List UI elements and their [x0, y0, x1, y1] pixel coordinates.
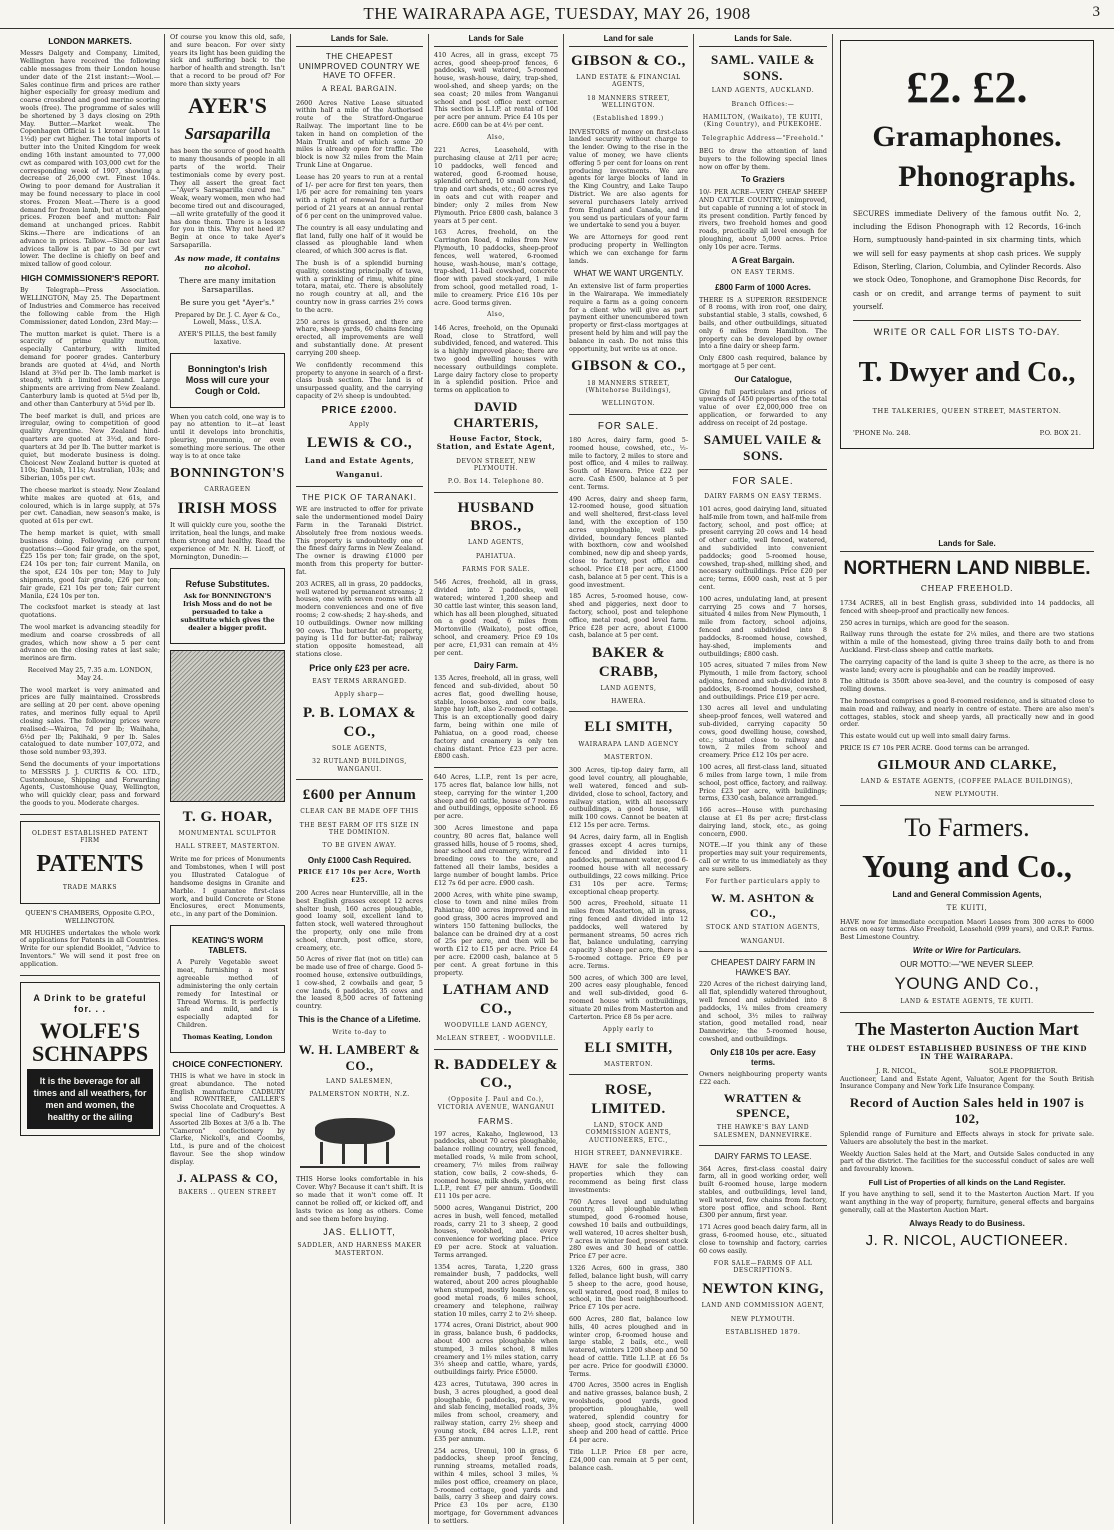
- latham-heading: LATHAM AND CO.,: [442, 982, 550, 1017]
- article-text: The cheese market is steady. New Zealand white makes are quoted at 61s, and coloured, which is in large supply, at 57s per cwt. Canadian, new season's make, is quoted at 61s per cwt.: [20, 485, 160, 526]
- article-heading: HIGH COMMISSIONER'S REPORT.: [20, 273, 160, 284]
- column-lands-for-sale-2: Lands for Sale 410 Acres, all in grass, except 75 acres, good sheep-proof fences, 6 paddocks, well watered, 5-roomed house, wash-house, dairy, trap-shed, wool-shed, and sheep yards; on the sea coast; 20 miles from Wanganui school and post office next corner. This section is L.I.P. at rental of 10d per acre per annum. Price £4 10s per acre. £600 can be at 4½ per cent. Also, 221 Acres, Leasehold, with purchasing clause at 2/11 per acre; 10 paddocks, well fenced and watered, good 6-roomed house, splendid orchard, 10 small cowshed, trap and cart sheds, etc.; 60 acres rye in oats and cut with reaper and binder; only 2 miles from New Plymouth. Price £800 cash, balance 3 years at 5 per cent. 163 Acres, freehold, on the Carrington Road, 4 miles from New Plymouth, 10 paddocks, sheep-proof fences, well watered, 6-roomed house, wash-house, man's cottage, trap-shed, 11-bail cowshed, concrete floor with paved stock-yard, 1 mile from school, good metalled road, 1-mile to creamery. Price £16 10s per acre. Good terms given. Also, 146 Acres, freehold, on the Opunaki Road, close to Stratford, well subdivided, fenced, and watered. This is a highly improved place; there are two good dwelling houses with necessary outbuildings complete. Large dairy factory close to property in a splendid position. Price and terms on application to DAVID CHARTERIS, House Factor, Stock, Station, and Estate Agent, DEVON STREET, NEW PLYMOUTH. P.O. Box 14. Telephone 80. HUSBAND BROS., LAND AGENTS, PAHIATUA. FARMS FOR SALE. 546 Acres, freehold, all in grass, divided into 2 paddocks, well watered; wintered 1,200 sheep and 30 cattle last winter, this season land, which has all been ploughed, situated on a good road, 6 miles from Mortonville (Waikato), post office, school, and creamery. Price £9 10s per acre, £1,931 can remain at 4½ per cent. Dairy Farm. 135 Acres, freehold, all in grass, well fenced and sub-divided, about 50 acres flat, good dwelling house, stable, loose-boxes, and cow bails, large hay loft, also 2-roomed cottage. This is an exceptionally good dairy farm, being within one mile of Pahiatua, on a good road, cheese factory and creamery is only ten chains distant. Price £23 per acre. £800 cash. 640 Acres, L.I.P., rent 1s per acre, 175 acres flat, balance low hills, not steep, carrying for the winter 1,200 sheep and 60 cattle, house of 7 rooms and outbuildings, opposite school. £6 per acre. 300 Acres limestone and papa country, 80 acres flat, balance well grassed hills, house of 5 rooms, shed, near school and creamery, wintered 2 breeding cows to the acre, and fattened all their lambs, besides a large number of bought lambs. Price £12 7s 6d per acre. £900 cash. 2000 Acres, with white pine swamp, close to town and nine miles from Pahiatua; 400 acres improved and in good grass, 300 acres improved and winters 150 fattening bullocks, the balance can be drained dry at a cost of 25s per acre, and then will be worth £12 to £15 per acre. Price £4 per acre. £2000 cash, balance at 5 per cent. A great fortune in this property. LATHAM AND CO., WOODVILLE LAND AGENCY, McLEAN STREET, - WOODVILLE. R. BADDELEY & CO., (Opposite J. Paul and Co.), VICTORIA AVENUE, WANGANUI FARMS. 197 acres, Kakaho, Inglewood, 13 paddocks, about 70 acres ploughable, balance rolling country, well fenced, metalled roads, ¼ mile from school, creamery, 7½ miles from railway station, cow bails, 2 cow-sheds, 6-roomed house, milk sheds, yards, etc. L.I.P., rent £7 per annum. Goodwill £11 10s per acre. 5000 acres, Wanganui District, 200 acres in bush, well fenced, metalled roads, carry 21 to 3 sheep, 2 good houses, woolshed, and every convenience for working place. Price £9 per acre. Stock at valuation. Terms arranged. 1354 acres, Tarata, 1,220 grass remainder bush, 7 paddocks, well watered, about 200 acres ploughable when stumped, mostly loams, fences, good metal roads, 6 miles school, creamery and telephone, railway station 10 miles, carry 2 to 2½ sheep. 1774 acres, Orani District, about 900 in grass, balance bush, 6 paddocks, about 400 acres ploughable when stumped, 3 miles school, 8 miles creamery and 1½ miles station, carry 3½ sheep and cattle, whare, yards, outbuildings fairly. Price £5000. 423 acres, Tututawa, 390 acres in bush, 3 acres ploughed, a good deal ploughable, 6 paddocks, post, wire, and slab fencing, metalled roads, 3¼ miles from school, creamery, and railway station, carry 2½ sheep and young stock, £84 acres L.I.P., rent £35 per annum. 254 acres, Urenui, 100 in grass, 6 paddocks, sheep proof fencing, running streams, metalled roads, within 4 miles, school 3 miles, ¼ miles post office, creamery on place, 5-roomed cottage, good yards and bails, carry 3 sheep and dairy cows. Price £3 10s per acre, £130 mortgage, for Government advances to settlers.: [434, 34, 558, 1524]
- article-text: The wool market is advancing steadily for medium and coarse crossbreds of all grades, which now show a 5 per cent advance on the closing rates at last sale; merinos are firm.: [20, 622, 160, 663]
- rose-heading: ROSE, LIMITED.: [591, 1082, 666, 1117]
- advert-text: Write me for prices of Monuments and Tombstones, when I will post you Illustrated Catalogue of handsome designs in Granite and Marble. I guarantee first-class work, and build Concrete or Stone Enclosures, erect Monuments, etc., in any part of the Dominion.: [170, 855, 285, 919]
- wolfes-heading: WOLFE'S SCHNAPPS: [31, 1017, 149, 1066]
- patents-heading: PATENTS: [36, 851, 144, 878]
- keating-advert: KEATING'S WORM TABLETS. A Purely Vegetable sweet meat, furnishing a most agreeable method of administering the only certain remedy for Intestinal or Thread Worms. It is perfectly safe and mild, and is especially adapted for Children. Thomas Keating, London: [170, 925, 285, 1053]
- article-text: The hemp market is quiet, with small business doing. Following are current quotations:—Good fair grade, on the spot, £25 15s per ton; fair grade, on the spot, £24 10s per ton; fair current Manila, on the spot, £24 10s per ton; May to July shipments, good fair grade, £26 per ton; fair grade, £21 10s per ton; fair current Manila, £24 10s per ton.: [20, 529, 160, 600]
- column-rule: [164, 34, 165, 1524]
- column-patent-medicines: Of course you know this old, safe, and sure beacon. For over sixty years its light has been guiding the sick and suffering back to the harbor of health and strength. Isn't that a record to be proud of? For more than sixty years AYER'S Sarsaparilla has been the source of good health to many thousands of people in all parts of the world. Their testimonials come by every post. They all assert the great fact—"Ayer's Sarsaparilla cured me." Weak, weary women, men who had become tired out and discouraged,—all write gratefully of the good it has done them. There is a lesson for you in this. Why not heed it? Begin at once to take Ayer's Sarsaparilla. As now made, it contains no alcohol. There are many imitation Sarsaparillas. Be sure you get "Ayer's." Prepared by Dr. J. C. Ayer & Co., Lowell, Mass., U.S.A. AYER'S PILLS, the best family laxative. Bonnington's Irish Moss will cure your Cough or Cold. When you catch cold, one way is to pay no attention to it—at least until it develops into bronchitis, pleurisy, pneumonia, or even something more serious. The other way is to at once take BONNINGTON'S CARRAGEEN IRISH MOSS It will quickly cure you, soothe the irritation, heal the lungs, and make them strong and healthy. Read the experience of Mr. N. H. Licoff, of Mornington, Dunedin:— Refuse Substitutes. Ask for BONNINGTON'S Irish Moss and do not be persuaded to take a substitute which gives the dealer a bigger profit. T. G. HOAR, MONUMENTAL SCULPTOR HALL STREET, MASTERTON. Write me for prices of Monuments and Tombstones, when I will post you Illustrated Catalogue of handsome designs in Granite and Marble. I guarantee first-class work, and build Concrete or Stone Enclosures, erect Monuments, etc., in any part of the Dominion. KEATING'S WORM TABLETS. A Purely Vegetable sweet meat, furnishing a most agreeable method of administering the only certain remedy for Intestinal or Thread Worms. It is perfectly safe and mild, and is especially adapted for Children. Thomas Keating, London CHOICE CONFECTIONERY. THIS is what we have in stock in great abundance. The noted English manufacture CADBURY and ROWNTREE, CAILLER'S Swiss Chocolate and Croquettes. A special line of Cadbury's Best Assorted 2lb Boxes at 3/6 a lb. The "Cameron" confectionery by Clarke, Nickoll's, and Coombs, Ltd., is pure and of the choicest flavour. See the shop window display. J. ALPASS & CO, BAKERS .. QUEEN STREET: [170, 34, 285, 1197]
- horse-illustration: [300, 1106, 420, 1168]
- young-heading: Young and Co.,: [862, 848, 1072, 885]
- husband-heading: HUSBAND BROS.,: [457, 499, 535, 535]
- advert-text: has been the source of good health to many thousands of people in all parts of the world. Their testimonials come by every post. They all assert the great fact—"Ayer's Sarsaparilla cured me." Weak, weary women, men who had become tired out and discouraged,—all write gratefully of the good it has done them. There is a lesson for you in this. Why not heed it? Begin at once to take Ayer's Sarsaparilla.: [170, 147, 285, 249]
- auction-mart-heading: The Masterton Auction Mart: [855, 1018, 1079, 1039]
- column-rule: [563, 34, 564, 1524]
- wolfes-advert: A Drink to be grateful for. . . WOLFE'S SCHNAPPS It is the beverage for all times and all weathers, for men and women, the healthy or the ailing: [20, 982, 160, 1137]
- section-heading: Lands for Sale: [434, 34, 558, 47]
- article-text: The mutton market is quiet. There is a scarcity of prime quality mutton, especially Canterbury, with limited demand for poorer grades. Canterbury brands are quoted at 4¼d, and North Island at 3¾d per lb. The lamb market is steady, with a limited demand. Large shipments are arriving from New Zealand. Canterbury lamb is quoted at 5¼d per lb, and other than Canterbury at 5¼d per lb.: [20, 329, 160, 408]
- ayers-heading: AYER'S: [188, 92, 267, 118]
- column-lands-for-sale-1: Lands for Sale. THE CHEAPEST UNIMPROVED COUNTRY WE HAVE TO OFFER. A REAL BARGAIN. 2600 Acres Native Lease situated within half a mile of the Authorised route of the Stratford-Ongarue Railway. The important line to be taken in hand on completion of the Main Trunk and of which some 20 miles is already open for traffic. The block is now 32 miles from the Main Trunk Line at Ongarue. Lease has 20 years to run at a rental of 1/- per acre for first ten years, then 1/6 per acre for remaining ten years with a right of renewal for a further period of 21 years at an annual rental of 6 per cent on the unimproved value. The country is all easy undulating and flat land, fully one half of it would be classed as ploughable land when cleared, of which 300 acres is flat. The bush is of a splendid burning quality, consisting principally of tawa, with a sprinkling of rimu, white pine totara, matai, etc. There is absolutely no rough country at all, and the country now in grass carries 2½ cows to the acre. 250 acres is grassed, and there are whare, sheep yards, 60 chains fencing erected, all improvements are well and substantially done. At present carrying 200 sheep. We confidently recommend this property to anyone in search of a first-class bush section. The land is of unsurpassed quality, and the carrying capacity of 2½ sheep is undoubted. PRICE £2000. Apply LEWIS & CO., Land and Estate Agents, Wanganui. THE PICK OF TARANAKI. WE are instructed to offer for private sale the undermentioned model Dairy Farm in the Taranaki District. Absolutely free from noxious weeds. This property is undoubtedly one of the finest dairy farms in New Zealand. The owner is drawing £1000 per month from this property for butter-fat. 203 ACRES, all in grass, 20 paddocks, well watered by permanent streams; 2 houses, one with seven rooms with all modern conveniences and one of five rooms; 2 cow-sheds; 2 hay-sheds, and 10 outbuildings. Owner now milking 90 cows. The butter-fat on property, paying is 11d for butter-fat; railway station opposite homestead, all stations close. Price only £23 per acre. EASY TERMS ARRANGED. Apply sharp— P. B. LOMAX & CO., SOLE AGENTS, 32 RUTLAND BUILDINGS, WANGANUI. £600 per Annum CLEAR CAN BE MADE OFF THIS THE BEST FARM OF ITS SIZE IN THE DOMINION. TO BE GIVEN AWAY. Only £1000 Cash Required. PRICE £17 10s per Acre, Worth £25. 200 Acres near Huntervillle, all in the best English grasses except 12 acres shelter bush, 160 acres ploughable, good loamy soil, excellent land to fatten stock, well watered throughout the property, only one mile from school, church, post office, store, creamery, etc. 50 Acres of river flat (not on title) can be made use of free of charge. Good 5-roomed house, extensive outbuildings, 1 cow-shed, 2 cowbails and gear, 5 cow lands, 6 paddocks, 35 cows and the leased 8,500 acres of fattening country. This is the Chance of a Lifetime. Write to-day to W. H. LAMBERT & CO., LAND SALESMEN, PALMERSTON NORTH, N.Z. THIS Horse looks comfortable in his Cover. Why? Because it can't shift. It is so made that it won't come off. It cannot be rolled off, or kicked off, and lasts twice as long as others. Come and see them before buying. JAS. ELLIOTT, SADDLER, AND HARNESS MAKER MASTERTON.: [296, 34, 423, 1257]
- column-lands-for-sale-4: Lands for Sale. SAML. VAILE & SONS. LAND AGENTS, AUCKLAND. Branch Offices:— HAMILTON, (Waikato), TE KUITI, (King Country), and PUKEKOHE. Telegraphic Address—"Freehold." BEG to draw the attention of land buyers to the following special lines now on offer by them. To Graziers 10/- PER ACRE—VERY CHEAP SHEEP AND CATTLE COUNTRY; unimproved, but capable of running a lot of stock in its present condition. Partly fenced by rivers, two freehold homes and good roads, practically all level enough for ploughing, about 5,000 acres. Price only 10s per acre. Terms. A Great Bargain. ON EASY TERMS. £800 Farm of 1000 Acres. THERE IS A SUPERIOR RESIDENCE of 8 rooms, with iron roof, one dairy, substantial stable, 3 stalls, cowshed, 6 bails, and other outbuildings, situated only 6 miles from Hamilton. The property can be developed by owner into a fine dairy or sheep farm. Only £800 cash required, balance by mortgage at 5 per cent. Our Catalogue, Giving full particulars and prices of upwards of 1450 properties of the total value of over £2,000,000 free on application, or forwarded to any address on receipt of 2d postage. SAMUEL VAILE & SONS. FOR SALE. DAIRY FARMS ON EASY TERMS. 101 acres, good dairying land, situated half-mile from town, and half-mile from factory, school, and post office; at present carrying 20 cows and 14 head of other cattle, well fenced, watered, and subdivided into convenient paddocks; good 5-roomed house, cowshed, trap-shed, milking shed, and necessary outbuildings. Price £20 per acre; terms, £600 cash, rest at 5 per cent. 100 acres, undulating land, at present carrying 25 cows and 7 horses, situated 4 miles from New Plymouth, 1 mile from factory, school adjoins, fenced and subdivided into 8 paddocks, 8-roomed house, cowshed, hay-shed, implements and outbuildings; £800 cash. 105 acres, situated 7 miles from New Plymouth, 1 mile from factory, school adjoins, fenced and sub-divided into 8 paddocks, 8-roomed house, cowshed, and outbuildings. Price £19 per acre. 130 acres all level and undulating sheep-proof fences, well watered and sub-divided, carrying capacity 50 cows, good dwelling house, cowshed, etc.; situated close to railway and town, 2 miles from school and creamery. Price £12 10s per acre. 100 acres, all first-class land, situated 6 miles from large town, 1 mile from school, post office, factory, and railway. Price £23 per acre, with buildings; terms, £330 cash, balance arranged. 166 acres—House with purchasing clause at £1 8s per acre; first-class dairying land, stock, etc., as going concern, £900. NOTE.—If you think any of these properties may suit your requirements, call or write to us immediately as they are sure sellers. For further particulars apply to W. M. ASHTON & CO., STOCK AND STATION AGENTS, WANGANUI. CHEAPEST DAIRY FARM IN HAWKE'S BAY. 220 Acres of the richest dairying land, all flat, splendidly watered throughout, well fenced and subdivided into 8 paddocks, 1¼ miles from creamery and school, 3½ miles to railway station, good metalled road, near Dannevirke; the 5-roomed house, cowshed, and outbuildings. Only £18 10s per acre. Easy terms. Owners neighbouring property wants £22 each. WRATTEN & SPENCE, THE HAWKE'S BAY LAND SALESMEN, DANNEVIRKE. DAIRY FARMS TO LEASE. 364 Acres, first-class coastal dairy farm, all in good working order, well built 6-roomed house, large modern stables, and outbuildings, level land, well watered, few chains from factory, store post office, and school. Rent £300 per annum, first year. 171 Acres good beach dairy farm, all in grass, 6-roomed house, etc., situated close to township and factory, carries 60 cows easily. FOR SALE—FARMS OF ALL DESCRIPTIONS. NEWTON KING, LAND AND COMMISSION AGENT, NEW PLYMOUTH. ESTABLISHED 1879.: [699, 34, 827, 1337]
- gramophone-advert: £2. £2. Gramaphones. Phonographs. SECURES immediate Delivery of the famous outfit No. 2, including the Edison Phonograph with 12 Records, 16-inch Horn, sumptuously hand-painted in six charming tints, which we will sell for easy payments at shop cash prices. We supply Edison, Sterling, Clarion, Columbia, and Cylinder Records. Also we stock Odeo, Tonophone, and Gramophone Disc Records, for cash or on credit, and arrange terms of payment to suit yourself. WRITE OR CALL FOR LISTS TO-DAY. T. Dwyer and Co., THE TALKERIES, QUEEN STREET, MASTERTON. 'PHONE No. 248. P.O. BOX 21.: [840, 40, 1094, 449]
- patents-advert: OLDEST ESTABLISHED PATENT FIRM PATENTS TRADE MARKS: [20, 821, 160, 904]
- article-text: Messrs Dalgety and Company, Limited, Wellington have received the following cable messages from their London house under date of the 21st instant:—Wool.—Sales continue firm and prices are rather higher especially for greasy medium and coarse crossbred and good merino scoring wools (free). The programme of sales will be shortened by 3 days closing on 29th May. Butter.—Market weak. The Copenhagen Official is 1 kroner (about 1s 1½d) per cwt higher. The total imports of butter into the United Kingdom for week ending 16th instant amounted to 77,000 cwt as compared with 103,000 cwt for the corresponding week of 1907, showing a decrease of 26,000 cwt. Finest 104s. Owing to poor demand for Australian it may be found necessary to place in cool stores. Frozen Meat.—There is a good demand for frozen lamb, but at unchanged prices. Frozen beef and mutton: Fair demand at unchanged prices. Rabbit Skins.—There are indications of an advance in prices. Tallow.—Since our last advices tallow is at par to 3d per cwt lower. The decline is chiefly on beef and mixed tallow of good colour.: [20, 49, 160, 269]
- article-text: The beef market is dull, and prices are irregular, owing to competition of good quality Argentine. New Zealand hind-quarters are quoted at 3½d, and fore-quarters at 3d per lb. The butter market is quiet, but moderate business is doing. Choicest New Zealand butter is quoted at 110s; Danish, 111s; Australian, 103s; and Siberian, 105s per cwt.: [20, 411, 160, 483]
- newspaper-title: THE WAIRARAPA AGE, TUESDAY, MAY 26, 1908: [363, 4, 751, 23]
- advert-address: QUEEN'S CHAMBERS, Opposite G.P.O., WELLINGTON.: [25, 909, 155, 925]
- article-text: The cocksfoot market is steady at last quotations.: [20, 603, 160, 620]
- column-rule: [290, 34, 291, 1524]
- lewis-heading: LEWIS & CO.,: [306, 435, 413, 452]
- nicol-signature: J. R. NICOL, AUCTIONEER.: [865, 1232, 1069, 1250]
- wratten-heading: WRATTEN & SPENCE,: [723, 1090, 803, 1120]
- column-rule: [428, 34, 429, 1524]
- eli-smith-heading: ELI SMITH,: [584, 719, 673, 736]
- section-heading: Lands for Sale.: [699, 34, 827, 47]
- advert-text: THIS is what we have in stock in great abundance. The noted English manufacture CADBURY and ROWNTREE, CAILLER'S Swiss Chocolate and Croquettes. A special line of Cadbury's Best Assorted 2lb Boxes at 3/6 a lb. The "Cameron" confectionery by Clarke, Nickoll's, and Coombs, Ltd., is pure and of the choicest flavour. See the shop window display.: [170, 1071, 285, 1166]
- column-rule: [832, 34, 833, 1524]
- nibble-heading: NORTHERN LAND NIBBLE.: [843, 557, 1091, 579]
- confectionery-heading: CHOICE CONFECTIONERY.: [172, 1058, 283, 1069]
- section-heading: Land for sale: [569, 34, 688, 47]
- article-dateline: Received May 25, 7.35 a.m. LONDON, May 24.: [27, 666, 153, 682]
- vaile-heading: SAML. VAILE & SONS.: [711, 51, 815, 83]
- column-lands-for-sale-3: Land for sale GIBSON & CO., LAND ESTATE & FINANCIAL AGENTS, 18 MANNERS STREET, WELLINGTON. (Established 1899.) INVESTORS of money on first-class landed security without charge to the lender. Owing to the rise in the value of money, we have clients offering 5 per cent for loans on rent producing investments. We are agents for large blocks of land in the King Country, and Lake Taupo District. We are also agents for several purchasers lately arrived from England and Canada, and if you send us particulars of your farm we undertake to send you a buyer. We are Attorneys for good rent producing property in Wellington which we can exchange for farm lands. WHAT WE WANT URGENTLY. An extensive list of farm properties in the Wairarapa. We immediately require a farm as a going concern for a client who will give as part payment either unencumbered town property or first-class mortgages at present held by him and will pay the balance in cash. Do not miss this opportunity, but write us at once. GIBSON & CO., 18 MANNERS STREET, (Whitehorse Buildings), WELLINGTON. FOR SALE. 180 Acres, dairy farm, good 5-roomed house, cowshed, etc., ½-mile to factory, 2 miles to store and post office, and 4 miles to railway. South of Hawera. Price £22 per acre. Cash £500, balance at 5 per cent. Terms. 490 Acres, dairy and sheep farm, 12-roomed house, good situation and well sheltered, first-class level land, with the exception of 150 acres unploughable, well sub-divided, boundary fences planted with boxthorn, cow and woolshed combined, new dip and sheep yards, close to factory, post office and school. Price £18 per acre, £1500 cash, balance at 5 per cent. This is a good investment. 185 Acres, 5-roomed house, cow-shed and piggeries, next door to factory, school, post and telephone office, metal road, good level farm. Price £28 per acre, about £1000 cash, balance at 5 per cent. BAKER & CRABB, LAND AGENTS, HAWERA. ELI SMITH, WAIRARAPA LAND AGENCY MASTERTON. 300 Acres, tip-top dairy farm, all good level country, all ploughable, well watered, fenced and sub-divided, close to school, factory, and railway station, with all necessary outbuildings, a good house, will milk 100 cows. Cannot be beaten at £12 15s per acre. Terms. 94 Acres, dairy farm, all in English grasses except 4 acres turnips, fenced and divided into 11 paddocks, permanent water, good 6-roomed house with all necessary outbuildings, 22 cows milking. Price £31 10s per acre. Terms; exceptional cheap property. 500 acres, Freehold, situate 11 miles from Masterton, all in grass, ring fenced and divided into 12 paddocks, well watered by permanent streams, 50 acres rich flat, balance undulating, carrying capacity 3 sheep per acre, there is a 5-roomed cottage. Price £9 per acre. Terms. 500 acres, of which 300 are level, 200 acres easy ploughable, fenced and well sub-divided, good 6-roomed house with outbuildings, situate 20 miles from Masterton and Carterton. Price £8 5s per acre. Apply early to ELI SMITH, MASTERTON. ROSE, LIMITED. LAND, STOCK AND COMMISSION AGENTS, AUCTIONEERS, ETC., HIGH STREET, DANNEVIRKE. HAVE for sale the following properties which they can recommend as being first class investments: 760 Acres level and undulating country, all ploughable when stumped, good 6-roomed house, cowshed 10 bails and outbuildings, well watered, 10 acres shelter bush, 7 acres in winter feed, present stock 280 ewes and 30 head of cattle. Price £7 per acre. 1326 Acres, 600 in grass, 380 felled, balance light bush, will carry 5 sheep to the acre, good house, well watered, good road, 8 miles to school, in the best neighbourhood. Price £7 10s per acre. 600 Acres, 280 flat, balance low hills, 40 acres ploughed and in winter crop, 6-roomed house and large stable, 2 bails, etc., well watered, winters 1200 sheep and 50 head of cattle. Title L.I.P. at £6 5s per acre. Price for goodwill £3000. Terms. 4700 Acres, 3500 acres in English and native grasses, balance bush, 2 woolsheds, good yards, good proportion ploughable, well watered, splendid country for sheep, good stock, carrying 4000 sheep and 200 head of cattle. Price £4 per acre. Title L.I.P. Price £8 per acre, £24,000 can remain at 5 per cent, balance cash.: [569, 34, 688, 1472]
- section-heading: Lands for Sale.: [296, 34, 423, 47]
- newton-king-heading: NEWTON KING,: [702, 1281, 824, 1298]
- gramophone-price: £2. £2.: [906, 63, 1028, 112]
- advert-text: MR HUGHES undertakes the whole work of applications for Patents in all Countries. Write for our splendid Booklet, "Advice to Inventors." We will send it post free on application.: [20, 928, 160, 968]
- hoar-heading: T. G. HOAR,: [182, 808, 273, 825]
- baker-crabb-heading: BAKER & CRABB,: [591, 645, 666, 680]
- bonnington-advert: Bonnington's Irish Moss will cure your Cough or Cold.: [170, 353, 285, 408]
- gibson-heading: GIBSON & CO.,: [571, 52, 686, 69]
- dwyer-heading: T. Dwyer and Co.,: [858, 357, 1076, 389]
- section-heading: Lands for Sale.: [840, 539, 1094, 552]
- refuse-substitutes-box: Refuse Substitutes. Ask for BONNINGTON'S Irish Moss and do not be persuaded to take a substitute which gives the dealer a bigger profit.: [170, 568, 285, 644]
- ashton-heading: W. M. ASHTON & CO.,: [710, 890, 816, 920]
- masthead: [0, 0, 1114, 29]
- advert-text: It will quickly cure you, soothe the irritation, heal the lungs, and make them strong and healthy. Read the experience of Mr. N. H. Licoff, of Mornington, Dunedin:—: [170, 521, 285, 561]
- column-rule: [693, 34, 694, 1524]
- lambert-heading: W. H. LAMBERT & CO.,: [298, 1042, 421, 1073]
- advert-text: When you catch cold, one way is to pay no attention to it—at least until it develops into bronchitis, pleurisy, pneumonia, or even something more serious. The other way is to at once take: [170, 412, 285, 460]
- charteris-heading: DAVID CHARTERIS,: [453, 399, 539, 430]
- angel-illustration: [170, 650, 285, 802]
- article-text: The wool market is very animated and prices are fully maintained. Crossbreds are selling at 20 per cent. above opening rates, and merinos fully equal to April closing sales. The following prices were realised:—Wairoa, 7d per lb; Waihaha, 6½d per lb; Pakihaki, 9 per lb. Sales catalogued to date number 107,072, and those sold number 93,393.: [20, 685, 160, 757]
- advert-text: Of course you know this old, safe, and sure beacon. For over sixty years its light has been guiding the sick and suffering back to the harbor of health and strength. Isn't that a record to be proud of? For more than sixty years: [170, 34, 285, 88]
- advert-text: Send the documents of your importations to MESSRS J. J. CURTIS & CO. LTD., Customhouse, Shipping and Forwarding Agents, Customhouse Quay, Wellington, who will quickly clear, pass and forward the goods to you. Moderate charges.: [20, 759, 160, 808]
- article-text: By Telegraph—Press Association. WELLINGTON, May 25. The Department of Industries and Commerce has received the following cable from the High Commissioner, dated London, 23rd May:—: [20, 286, 160, 326]
- article-heading: LONDON MARKETS.: [48, 36, 132, 46]
- column-market-news: [20, 34, 160, 1524]
- lomax-heading: P. B. LOMAX & CO.,: [302, 705, 417, 740]
- sarsaparilla-heading: Sarsaparilla: [184, 123, 271, 143]
- page-number: 3: [1092, 4, 1100, 20]
- gilmour-heading: GILMOUR AND CLARKE,: [877, 757, 1057, 773]
- baddeley-heading: R. BADDELEY & CO.,: [434, 1056, 558, 1091]
- column-display-adverts: £2. £2. Gramaphones. Phonographs. SECURES immediate Delivery of the famous outfit No. 2, including the Edison Phonograph with 12 Records, 16-inch Horn, sumptuously hand-painted in six charming tints, which we will sell for easy payments at shop cash prices. We supply Edison, Sterling, Clarion, Columbia, and Cylinder Records. Also we stock Odeo, Tonophone, and Gramophone Disc Records, for cash or on credit, and arrange terms of payment to suit yourself. WRITE OR CALL FOR LISTS TO-DAY. T. Dwyer and Co., THE TALKERIES, QUEEN STREET, MASTERTON. 'PHONE No. 248. P.O. BOX 21. Lands for Sale. NORTHERN LAND NIBBLE. CHEAP FREEHOLD. 1734 ACRES, all in best English grass, subdivided into 14 paddocks, all fenced with sheep-proof and practically new fences. 250 acres in turnips, which are good for the season. Railway runs through the estate for 2¼ miles, and there are two stations within a mile of the homestead, giving three trains daily both to and from Auckland. First-class sheep and cattle markets. The carrying capacity of the land is quite 3 sheep to the acre, as there is no waste land; every acre is ploughable and can be readily improved. The altitude is 350ft above sea-level, and the country is composed of easy rolling downs. The homestead comprises a good 8-roomed residence, and is situated close to main road and railway, and nearly in centre of estate. There are also men's cottages, stables, stock and sheep yards, all practically new and in good order. This estate would cut up well into small dairy farms. PRICE IS £7 10s PER ACRE. Good terms can be arranged. GILMOUR AND CLARKE, LAND & ESTATE AGENTS, (COFFEE PALACE BUILDINGS), NEW PLYMOUTH. To Farmers. Young and Co., Land and General Commission Agents, TE KUITI, HAVE now for immediate occupation Maori Leases from 300 acres to 6000 acres on easy terms. Also Freehold, Leasehold (999 years), and O.R.P. Farms. Best Limestone Country. Write or Wire for Particulars. OUR MOTTO:—"WE NEVER SLEEP. YOUNG AND Co., LAND & ESTATE AGENTS, TE KUITI. The Masterton Auction Mart THE OLDEST ESTABLISHED BUSINESS OF THE KIND IN THE WAIRARAPA. J. R. NICOL, SOLE PROPRIETOR. Auctioneer, Land and Estate Agent, Valuator, Agent for the South British Insurance Company and New York Life Insurance Company. Record of Auction Sales held in 1907 is 102, Splendid range of Furniture and Effects always in stock for private sale. Valuers are absolutely the best in the market. Weekly Auction Sales held at the Mart, and Outside Sales conducted in any part of the district. The facilities for the successful conduct of sales are well and favourably known. Full List of Properties of all kinds on the Land Register. If you have anything to sell, send it to the Masterton Auction Mart. If you want anything in the way of property, furniture, general effects and bargains generally, call at the Masterton Auction Mart. Always Ready to do Business. J. R. NICOL, AUCTIONEER.: [840, 34, 1094, 1524]
